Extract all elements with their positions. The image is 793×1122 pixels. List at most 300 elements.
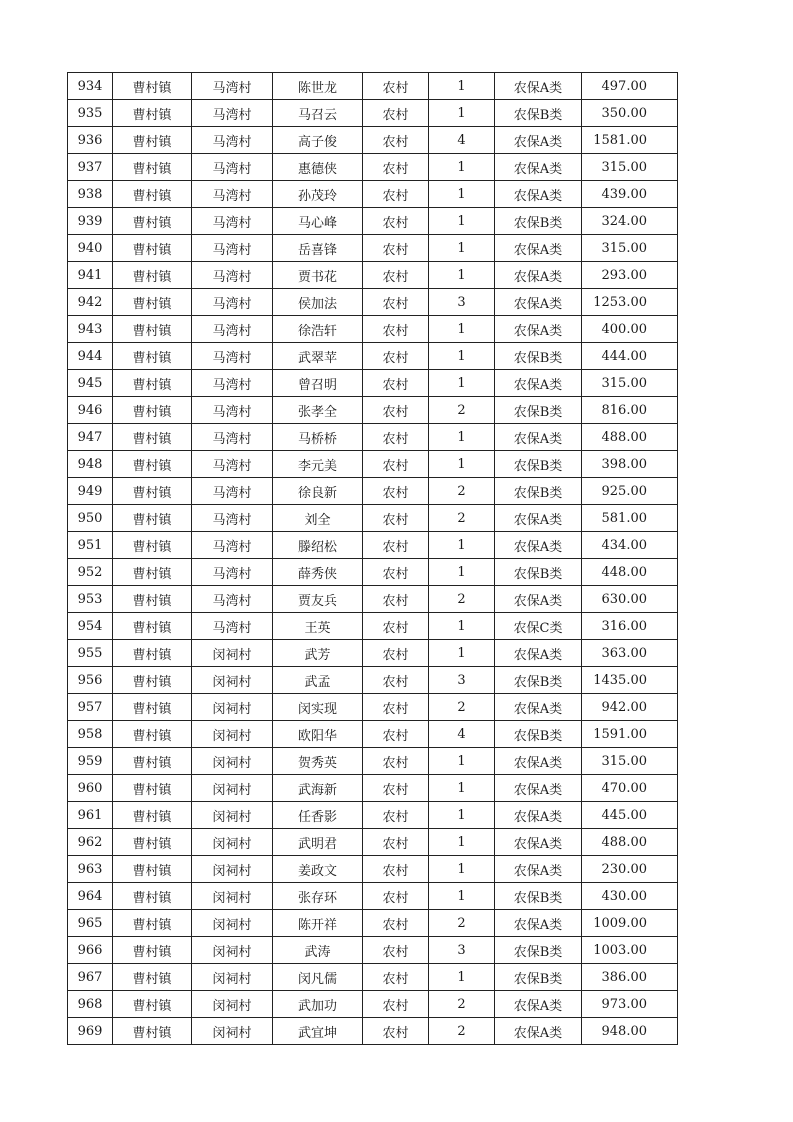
benefit-category-cell: 农保A类 xyxy=(495,532,582,559)
village-cell: 闵祠村 xyxy=(192,856,273,883)
benefit-category-cell: 农保A类 xyxy=(495,73,582,100)
benefit-amount-cell: 434.00 xyxy=(582,532,678,559)
benefit-amount-cell: 445.00 xyxy=(582,802,678,829)
benefit-category-cell: 农保A类 xyxy=(495,748,582,775)
row-number-cell: 961 xyxy=(68,802,113,829)
household-type-cell: 农村 xyxy=(363,694,429,721)
household-type-cell: 农村 xyxy=(363,829,429,856)
household-size-cell: 1 xyxy=(429,262,495,289)
table-row xyxy=(68,532,678,559)
row-number-cell: 952 xyxy=(68,559,113,586)
village-cell: 闵祠村 xyxy=(192,910,273,937)
benefit-category-cell: 农保A类 xyxy=(495,856,582,883)
row-number-cell: 955 xyxy=(68,640,113,667)
village-cell: 马湾村 xyxy=(192,397,273,424)
household-type-cell: 农村 xyxy=(363,451,429,478)
recipient-name-cell: 马桥桥 xyxy=(273,424,363,451)
household-type-cell: 农村 xyxy=(363,478,429,505)
recipient-name-cell: 欧阳华 xyxy=(273,721,363,748)
benefit-category-cell: 农保B类 xyxy=(495,397,582,424)
benefit-amount-cell: 973.00 xyxy=(582,991,678,1018)
village-cell: 闵祠村 xyxy=(192,991,273,1018)
row-number-cell: 946 xyxy=(68,397,113,424)
table-row xyxy=(68,154,678,181)
household-size-cell: 1 xyxy=(429,343,495,370)
row-number-cell: 953 xyxy=(68,586,113,613)
benefit-category-cell: 农保A类 xyxy=(495,586,582,613)
household-size-cell: 1 xyxy=(429,613,495,640)
table-row xyxy=(68,208,678,235)
town-cell: 曹村镇 xyxy=(113,667,192,694)
town-cell: 曹村镇 xyxy=(113,343,192,370)
table-row xyxy=(68,640,678,667)
household-size-cell: 1 xyxy=(429,883,495,910)
recipient-name-cell: 陈世龙 xyxy=(273,73,363,100)
village-cell: 马湾村 xyxy=(192,100,273,127)
table-row xyxy=(68,748,678,775)
town-cell: 曹村镇 xyxy=(113,478,192,505)
benefit-amount-cell: 315.00 xyxy=(582,154,678,181)
recipient-name-cell: 马心峰 xyxy=(273,208,363,235)
benefit-amount-cell: 448.00 xyxy=(582,559,678,586)
town-cell: 曹村镇 xyxy=(113,829,192,856)
benefit-category-cell: 农保A类 xyxy=(495,802,582,829)
village-cell: 马湾村 xyxy=(192,451,273,478)
town-cell: 曹村镇 xyxy=(113,316,192,343)
benefit-category-cell: 农保A类 xyxy=(495,1018,582,1045)
benefit-amount-cell: 470.00 xyxy=(582,775,678,802)
row-number-cell: 965 xyxy=(68,910,113,937)
table-row xyxy=(68,451,678,478)
row-number-cell: 949 xyxy=(68,478,113,505)
town-cell: 曹村镇 xyxy=(113,694,192,721)
row-number-cell: 934 xyxy=(68,73,113,100)
benefit-amount-cell: 230.00 xyxy=(582,856,678,883)
row-number-cell: 969 xyxy=(68,1018,113,1045)
table-row xyxy=(68,73,678,100)
town-cell: 曹村镇 xyxy=(113,505,192,532)
benefit-category-cell: 农保A类 xyxy=(495,694,582,721)
recipient-name-cell: 闵凡儒 xyxy=(273,964,363,991)
table-row xyxy=(68,424,678,451)
table-row xyxy=(68,397,678,424)
household-size-cell: 1 xyxy=(429,802,495,829)
benefit-category-cell: 农保A类 xyxy=(495,424,582,451)
household-type-cell: 农村 xyxy=(363,505,429,532)
household-size-cell: 3 xyxy=(429,937,495,964)
town-cell: 曹村镇 xyxy=(113,100,192,127)
recipient-name-cell: 武海新 xyxy=(273,775,363,802)
household-size-cell: 1 xyxy=(429,370,495,397)
town-cell: 曹村镇 xyxy=(113,1018,192,1045)
village-cell: 闵祠村 xyxy=(192,694,273,721)
village-cell: 马湾村 xyxy=(192,532,273,559)
benefit-amount-cell: 363.00 xyxy=(582,640,678,667)
town-cell: 曹村镇 xyxy=(113,559,192,586)
recipient-name-cell: 贺秀英 xyxy=(273,748,363,775)
household-size-cell: 1 xyxy=(429,316,495,343)
table-row xyxy=(68,856,678,883)
table-row xyxy=(68,100,678,127)
household-size-cell: 2 xyxy=(429,586,495,613)
benefit-category-cell: 农保B类 xyxy=(495,667,582,694)
benefit-amount-cell: 398.00 xyxy=(582,451,678,478)
table-row xyxy=(68,667,678,694)
town-cell: 曹村镇 xyxy=(113,937,192,964)
recipient-name-cell: 马召云 xyxy=(273,100,363,127)
town-cell: 曹村镇 xyxy=(113,289,192,316)
household-type-cell: 农村 xyxy=(363,856,429,883)
household-type-cell: 农村 xyxy=(363,613,429,640)
row-number-cell: 948 xyxy=(68,451,113,478)
recipient-name-cell: 贾友兵 xyxy=(273,586,363,613)
village-cell: 马湾村 xyxy=(192,343,273,370)
row-number-cell: 944 xyxy=(68,343,113,370)
table-row xyxy=(68,505,678,532)
village-cell: 闵祠村 xyxy=(192,883,273,910)
recipient-name-cell: 陈开祥 xyxy=(273,910,363,937)
recipient-name-cell: 闵实现 xyxy=(273,694,363,721)
row-number-cell: 968 xyxy=(68,991,113,1018)
household-size-cell: 1 xyxy=(429,208,495,235)
town-cell: 曹村镇 xyxy=(113,883,192,910)
benefit-category-cell: 农保A类 xyxy=(495,991,582,1018)
benefit-amount-cell: 324.00 xyxy=(582,208,678,235)
table-row xyxy=(68,775,678,802)
town-cell: 曹村镇 xyxy=(113,856,192,883)
village-cell: 马湾村 xyxy=(192,73,273,100)
household-type-cell: 农村 xyxy=(363,667,429,694)
village-cell: 马湾村 xyxy=(192,559,273,586)
recipient-name-cell: 张孝全 xyxy=(273,397,363,424)
town-cell: 曹村镇 xyxy=(113,262,192,289)
benefit-amount-cell: 1253.00 xyxy=(582,289,678,316)
household-type-cell: 农村 xyxy=(363,640,429,667)
benefit-amount-cell: 942.00 xyxy=(582,694,678,721)
household-type-cell: 农村 xyxy=(363,721,429,748)
table-body xyxy=(68,73,678,1045)
town-cell: 曹村镇 xyxy=(113,964,192,991)
benefit-category-cell: 农保A类 xyxy=(495,910,582,937)
benefit-amount-cell: 948.00 xyxy=(582,1018,678,1045)
benefit-category-cell: 农保A类 xyxy=(495,640,582,667)
household-size-cell: 1 xyxy=(429,532,495,559)
village-cell: 闵祠村 xyxy=(192,829,273,856)
household-size-cell: 2 xyxy=(429,910,495,937)
household-type-cell: 农村 xyxy=(363,802,429,829)
village-cell: 马湾村 xyxy=(192,370,273,397)
village-cell: 马湾村 xyxy=(192,505,273,532)
benefit-category-cell: 农保B类 xyxy=(495,478,582,505)
recipient-name-cell: 张存环 xyxy=(273,883,363,910)
table-row xyxy=(68,802,678,829)
benefit-amount-cell: 1435.00 xyxy=(582,667,678,694)
benefit-amount-cell: 488.00 xyxy=(582,829,678,856)
town-cell: 曹村镇 xyxy=(113,73,192,100)
village-cell: 闵祠村 xyxy=(192,775,273,802)
row-number-cell: 937 xyxy=(68,154,113,181)
row-number-cell: 958 xyxy=(68,721,113,748)
town-cell: 曹村镇 xyxy=(113,775,192,802)
town-cell: 曹村镇 xyxy=(113,397,192,424)
village-cell: 马湾村 xyxy=(192,478,273,505)
benefit-amount-cell: 581.00 xyxy=(582,505,678,532)
village-cell: 闵祠村 xyxy=(192,802,273,829)
table-row xyxy=(68,964,678,991)
recipient-name-cell: 惠德侠 xyxy=(273,154,363,181)
town-cell: 曹村镇 xyxy=(113,235,192,262)
household-size-cell: 2 xyxy=(429,694,495,721)
household-type-cell: 农村 xyxy=(363,532,429,559)
household-size-cell: 1 xyxy=(429,73,495,100)
row-number-cell: 939 xyxy=(68,208,113,235)
village-cell: 闵祠村 xyxy=(192,640,273,667)
benefit-category-cell: 农保A类 xyxy=(495,262,582,289)
recipient-name-cell: 武加功 xyxy=(273,991,363,1018)
benefit-amount-cell: 350.00 xyxy=(582,100,678,127)
household-size-cell: 4 xyxy=(429,721,495,748)
household-size-cell: 2 xyxy=(429,1018,495,1045)
household-type-cell: 农村 xyxy=(363,586,429,613)
benefit-category-cell: 农保A类 xyxy=(495,316,582,343)
recipient-name-cell: 孙茂玲 xyxy=(273,181,363,208)
village-cell: 马湾村 xyxy=(192,127,273,154)
row-number-cell: 962 xyxy=(68,829,113,856)
town-cell: 曹村镇 xyxy=(113,721,192,748)
town-cell: 曹村镇 xyxy=(113,802,192,829)
benefit-category-cell: 农保B类 xyxy=(495,883,582,910)
recipient-name-cell: 高子俊 xyxy=(273,127,363,154)
household-type-cell: 农村 xyxy=(363,1018,429,1045)
row-number-cell: 964 xyxy=(68,883,113,910)
benefit-roster-table xyxy=(67,72,678,1045)
benefit-amount-cell: 315.00 xyxy=(582,748,678,775)
household-type-cell: 农村 xyxy=(363,370,429,397)
benefit-amount-cell: 316.00 xyxy=(582,613,678,640)
village-cell: 马湾村 xyxy=(192,289,273,316)
town-cell: 曹村镇 xyxy=(113,370,192,397)
village-cell: 马湾村 xyxy=(192,154,273,181)
household-size-cell: 3 xyxy=(429,667,495,694)
household-size-cell: 1 xyxy=(429,559,495,586)
benefit-amount-cell: 488.00 xyxy=(582,424,678,451)
household-type-cell: 农村 xyxy=(363,559,429,586)
row-number-cell: 957 xyxy=(68,694,113,721)
household-size-cell: 1 xyxy=(429,856,495,883)
village-cell: 闵祠村 xyxy=(192,964,273,991)
household-type-cell: 农村 xyxy=(363,100,429,127)
benefit-category-cell: 农保A类 xyxy=(495,181,582,208)
household-type-cell: 农村 xyxy=(363,289,429,316)
benefit-category-cell: 农保A类 xyxy=(495,154,582,181)
town-cell: 曹村镇 xyxy=(113,991,192,1018)
town-cell: 曹村镇 xyxy=(113,748,192,775)
household-size-cell: 1 xyxy=(429,748,495,775)
row-number-cell: 963 xyxy=(68,856,113,883)
row-number-cell: 966 xyxy=(68,937,113,964)
household-size-cell: 1 xyxy=(429,235,495,262)
table-row xyxy=(68,289,678,316)
household-type-cell: 农村 xyxy=(363,964,429,991)
recipient-name-cell: 刘全 xyxy=(273,505,363,532)
table-row xyxy=(68,694,678,721)
benefit-amount-cell: 1591.00 xyxy=(582,721,678,748)
row-number-cell: 960 xyxy=(68,775,113,802)
household-size-cell: 1 xyxy=(429,775,495,802)
table-row xyxy=(68,613,678,640)
table-row xyxy=(68,343,678,370)
recipient-name-cell: 武宜坤 xyxy=(273,1018,363,1045)
table-row xyxy=(68,127,678,154)
household-type-cell: 农村 xyxy=(363,73,429,100)
household-size-cell: 1 xyxy=(429,829,495,856)
village-cell: 马湾村 xyxy=(192,235,273,262)
benefit-amount-cell: 925.00 xyxy=(582,478,678,505)
household-size-cell: 1 xyxy=(429,451,495,478)
village-cell: 闵祠村 xyxy=(192,1018,273,1045)
row-number-cell: 936 xyxy=(68,127,113,154)
recipient-name-cell: 滕绍松 xyxy=(273,532,363,559)
table-row xyxy=(68,991,678,1018)
benefit-category-cell: 农保B类 xyxy=(495,451,582,478)
benefit-amount-cell: 400.00 xyxy=(582,316,678,343)
household-type-cell: 农村 xyxy=(363,883,429,910)
town-cell: 曹村镇 xyxy=(113,640,192,667)
table-row xyxy=(68,829,678,856)
benefit-amount-cell: 816.00 xyxy=(582,397,678,424)
benefit-category-cell: 农保B类 xyxy=(495,964,582,991)
household-size-cell: 2 xyxy=(429,478,495,505)
household-type-cell: 农村 xyxy=(363,235,429,262)
table-row xyxy=(68,235,678,262)
household-type-cell: 农村 xyxy=(363,127,429,154)
village-cell: 马湾村 xyxy=(192,208,273,235)
village-cell: 马湾村 xyxy=(192,586,273,613)
benefit-category-cell: 农保B类 xyxy=(495,343,582,370)
benefit-amount-cell: 430.00 xyxy=(582,883,678,910)
table-row xyxy=(68,262,678,289)
recipient-name-cell: 侯加法 xyxy=(273,289,363,316)
row-number-cell: 947 xyxy=(68,424,113,451)
row-number-cell: 938 xyxy=(68,181,113,208)
recipient-name-cell: 薛秀侠 xyxy=(273,559,363,586)
benefit-category-cell: 农保A类 xyxy=(495,829,582,856)
row-number-cell: 942 xyxy=(68,289,113,316)
town-cell: 曹村镇 xyxy=(113,910,192,937)
household-type-cell: 农村 xyxy=(363,397,429,424)
recipient-name-cell: 王英 xyxy=(273,613,363,640)
benefit-amount-cell: 315.00 xyxy=(582,235,678,262)
benefit-category-cell: 农保A类 xyxy=(495,289,582,316)
table-row xyxy=(68,559,678,586)
household-size-cell: 1 xyxy=(429,640,495,667)
household-type-cell: 农村 xyxy=(363,910,429,937)
village-cell: 马湾村 xyxy=(192,181,273,208)
recipient-name-cell: 武涛 xyxy=(273,937,363,964)
recipient-name-cell: 李元美 xyxy=(273,451,363,478)
table-row xyxy=(68,883,678,910)
benefit-category-cell: 农保A类 xyxy=(495,775,582,802)
benefit-category-cell: 农保B类 xyxy=(495,937,582,964)
benefit-amount-cell: 293.00 xyxy=(582,262,678,289)
household-type-cell: 农村 xyxy=(363,775,429,802)
household-size-cell: 3 xyxy=(429,289,495,316)
household-size-cell: 4 xyxy=(429,127,495,154)
benefit-amount-cell: 1581.00 xyxy=(582,127,678,154)
table-row xyxy=(68,910,678,937)
row-number-cell: 950 xyxy=(68,505,113,532)
benefit-category-cell: 农保A类 xyxy=(495,505,582,532)
village-cell: 闵祠村 xyxy=(192,937,273,964)
town-cell: 曹村镇 xyxy=(113,532,192,559)
benefit-amount-cell: 630.00 xyxy=(582,586,678,613)
benefit-amount-cell: 1009.00 xyxy=(582,910,678,937)
table-row xyxy=(68,316,678,343)
town-cell: 曹村镇 xyxy=(113,613,192,640)
recipient-name-cell: 曾召明 xyxy=(273,370,363,397)
benefit-category-cell: 农保B类 xyxy=(495,208,582,235)
benefit-category-cell: 农保A类 xyxy=(495,235,582,262)
recipient-name-cell: 武芳 xyxy=(273,640,363,667)
recipient-name-cell: 武孟 xyxy=(273,667,363,694)
row-number-cell: 959 xyxy=(68,748,113,775)
town-cell: 曹村镇 xyxy=(113,586,192,613)
recipient-name-cell: 武明君 xyxy=(273,829,363,856)
benefit-category-cell: 农保A类 xyxy=(495,127,582,154)
row-number-cell: 941 xyxy=(68,262,113,289)
benefit-amount-cell: 444.00 xyxy=(582,343,678,370)
benefit-amount-cell: 1003.00 xyxy=(582,937,678,964)
town-cell: 曹村镇 xyxy=(113,154,192,181)
town-cell: 曹村镇 xyxy=(113,424,192,451)
table-row xyxy=(68,721,678,748)
row-number-cell: 951 xyxy=(68,532,113,559)
household-size-cell: 2 xyxy=(429,991,495,1018)
benefit-category-cell: 农保A类 xyxy=(495,370,582,397)
household-type-cell: 农村 xyxy=(363,748,429,775)
town-cell: 曹村镇 xyxy=(113,181,192,208)
table-row xyxy=(68,586,678,613)
household-type-cell: 农村 xyxy=(363,991,429,1018)
town-cell: 曹村镇 xyxy=(113,451,192,478)
village-cell: 马湾村 xyxy=(192,424,273,451)
recipient-name-cell: 徐良新 xyxy=(273,478,363,505)
household-size-cell: 1 xyxy=(429,181,495,208)
benefit-amount-cell: 386.00 xyxy=(582,964,678,991)
household-type-cell: 农村 xyxy=(363,424,429,451)
recipient-name-cell: 岳喜锋 xyxy=(273,235,363,262)
household-size-cell: 1 xyxy=(429,154,495,181)
household-size-cell: 1 xyxy=(429,964,495,991)
recipient-name-cell: 任香影 xyxy=(273,802,363,829)
household-type-cell: 农村 xyxy=(363,343,429,370)
village-cell: 闵祠村 xyxy=(192,721,273,748)
village-cell: 马湾村 xyxy=(192,613,273,640)
household-type-cell: 农村 xyxy=(363,208,429,235)
household-type-cell: 农村 xyxy=(363,181,429,208)
recipient-name-cell: 姜政文 xyxy=(273,856,363,883)
row-number-cell: 943 xyxy=(68,316,113,343)
village-cell: 闵祠村 xyxy=(192,667,273,694)
village-cell: 马湾村 xyxy=(192,316,273,343)
household-size-cell: 1 xyxy=(429,100,495,127)
household-type-cell: 农村 xyxy=(363,154,429,181)
household-type-cell: 农村 xyxy=(363,316,429,343)
table-row xyxy=(68,1018,678,1045)
table-row xyxy=(68,478,678,505)
table-row xyxy=(68,181,678,208)
benefit-amount-cell: 315.00 xyxy=(582,370,678,397)
